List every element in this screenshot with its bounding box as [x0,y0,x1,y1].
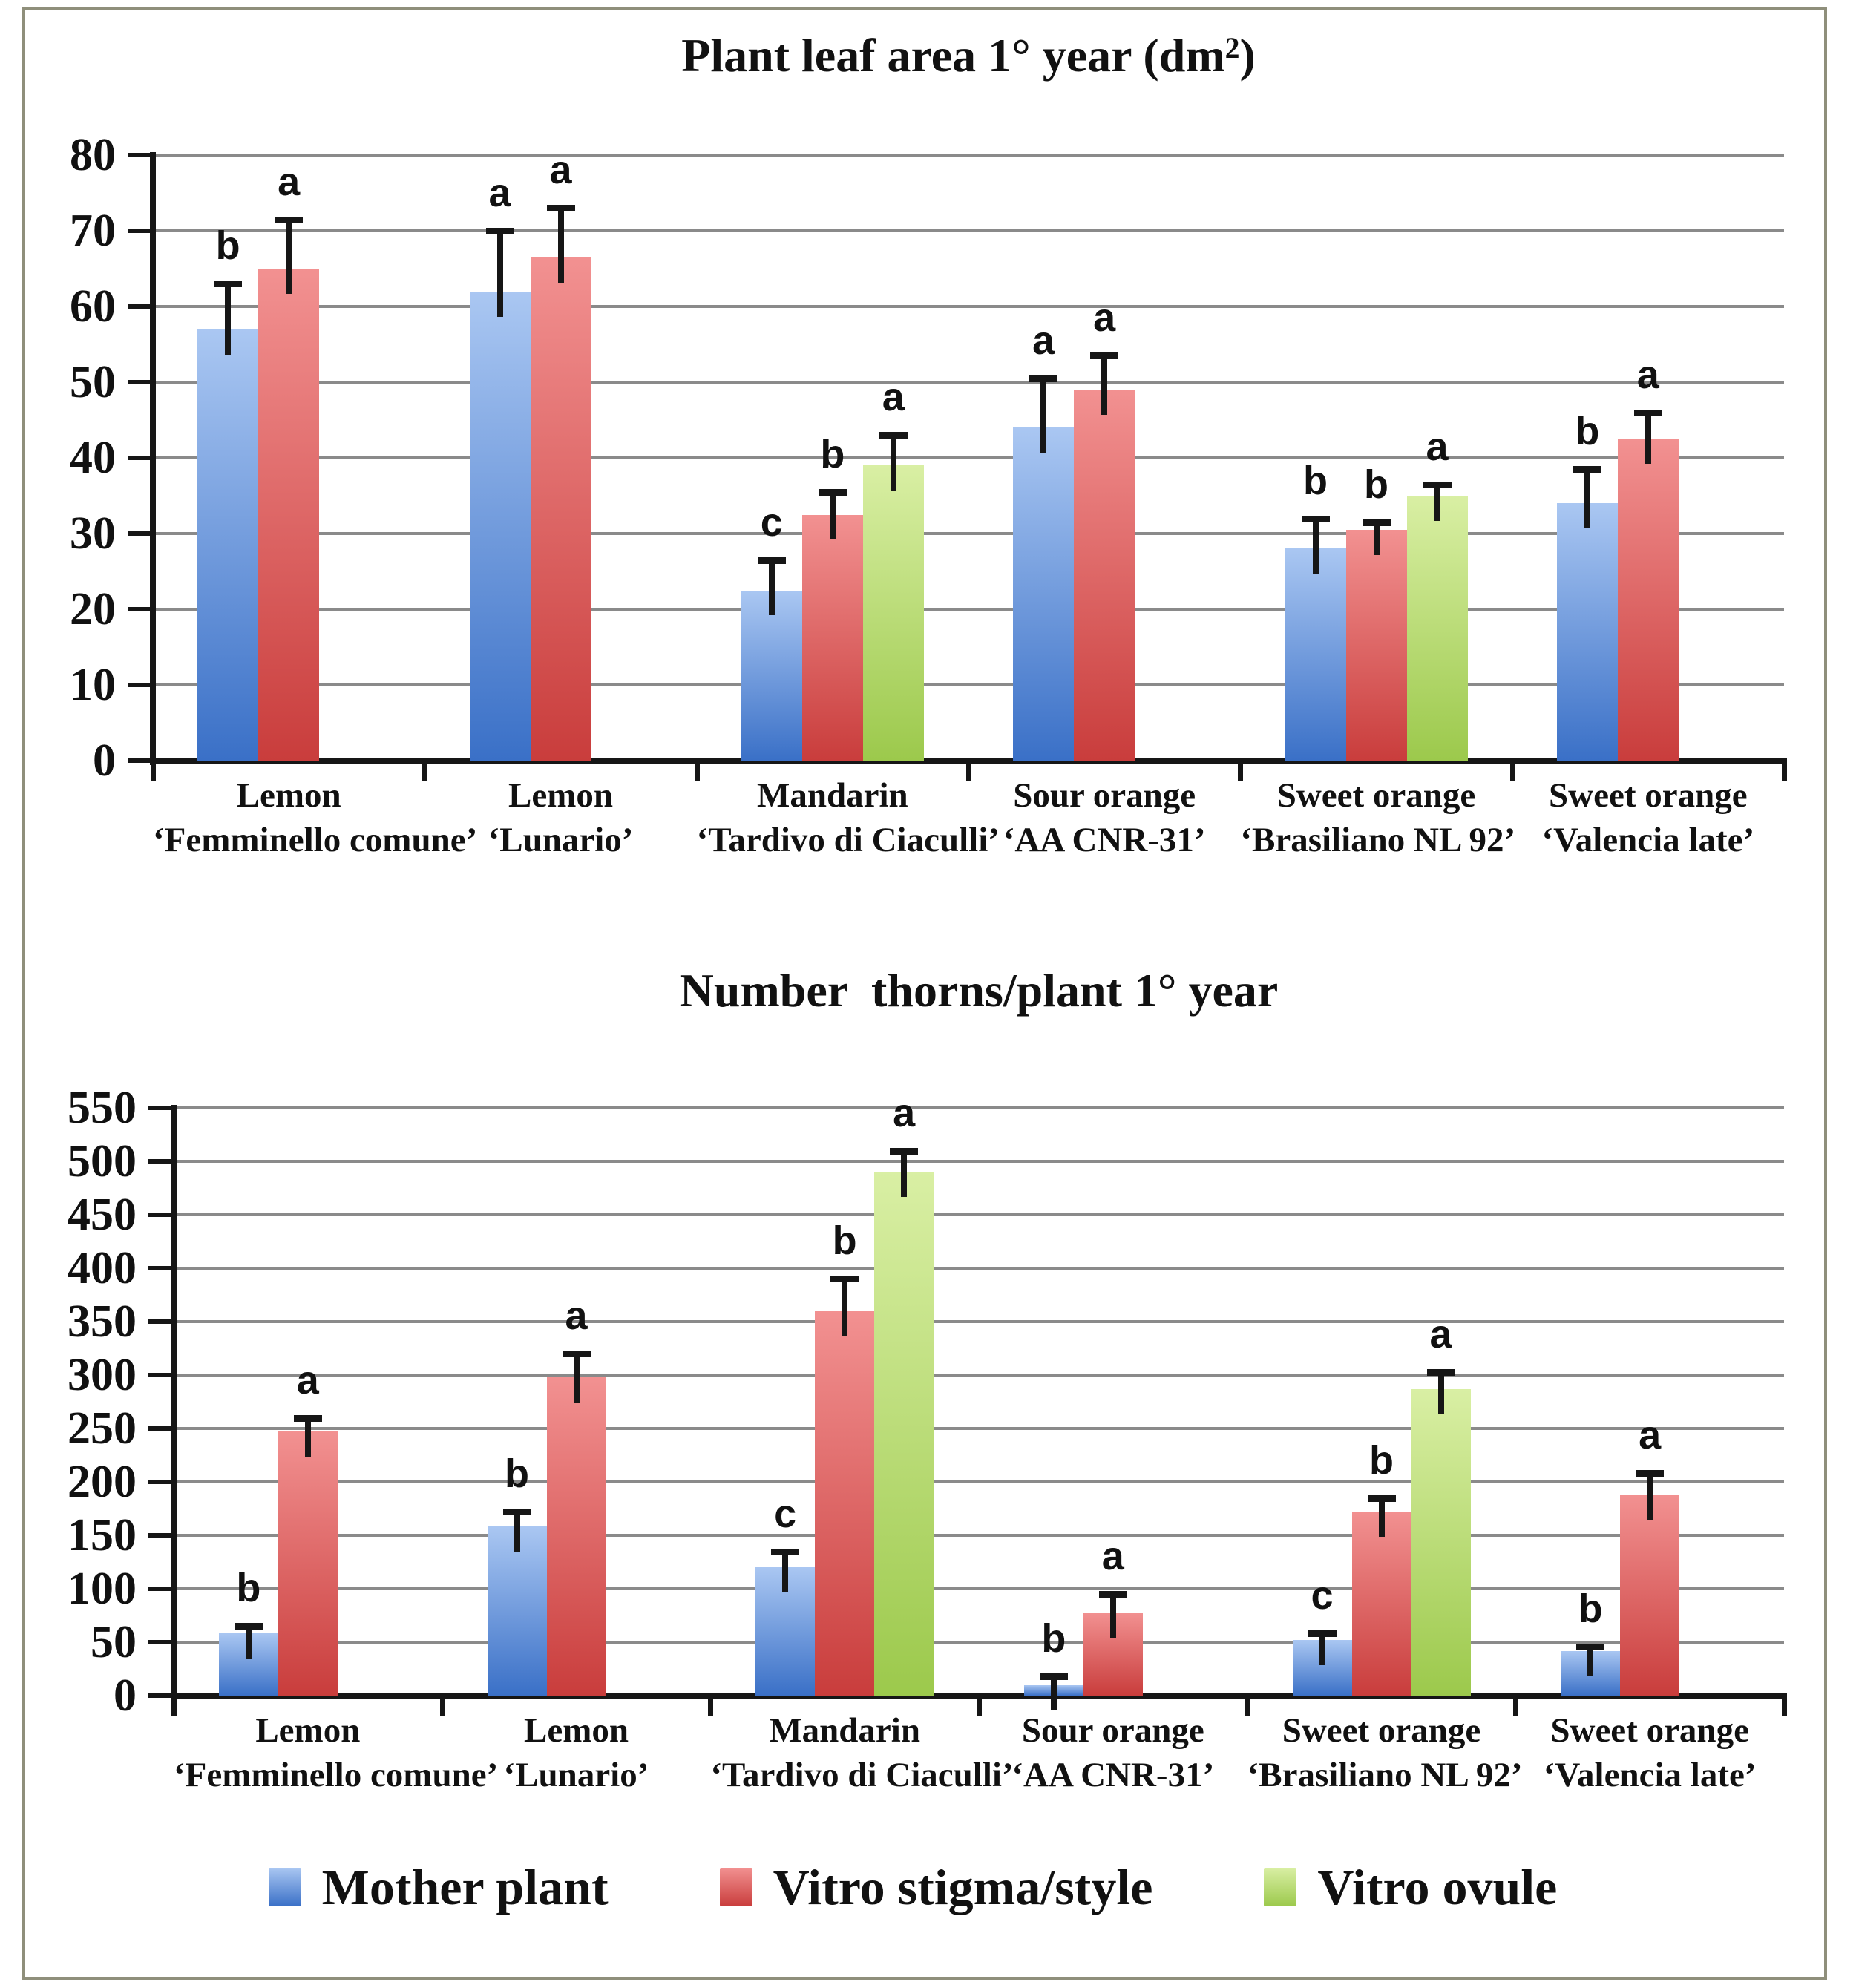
legend-item-vitro_stigma_style [720,1858,1153,1917]
y-axis-tick [148,1266,171,1270]
x-category-label-line: Lemon [255,1711,361,1750]
x-category-label-line: Sweet orange [1549,776,1748,815]
error-bar [842,1279,847,1336]
gridline [174,1160,1784,1163]
x-category-label-line: Sour orange [1021,1711,1204,1750]
error-bar-cap [1576,1644,1604,1650]
y-axis-tick [148,1426,171,1431]
y-tick-label: 400 [68,1243,137,1293]
x-category-label [979,1708,1247,1797]
chart-title-segment: Plant leaf area 1° year (dm [681,29,1225,82]
y-tick-label: 550 [68,1083,137,1133]
error-bar-cap [890,1148,918,1155]
significance-letter: a [1426,424,1449,469]
significance-letter: a [278,159,301,204]
y-axis-tick [148,1213,171,1217]
bar-mother_plant-group1 [488,1526,547,1696]
error-bar [305,1418,311,1457]
significance-letter: a [296,1357,319,1403]
bar-vitro_stigma_style-group5 [1620,1495,1679,1696]
significance-letter: b [832,1218,857,1264]
legend-label: Vitro ovule [1317,1858,1558,1915]
y-tick-label: 70 [70,206,116,256]
y-tick-label: 80 [70,130,116,180]
error-bar-cap [235,1623,263,1630]
y-axis-tick [148,1159,171,1164]
significance-letter: b [236,1566,261,1611]
error-bar-cap [1099,1591,1127,1598]
significance-letter: a [882,375,905,420]
legend-swatch-vitro_ovule [1264,1868,1296,1906]
x-category-label-line: ‘Femminello comune’ [153,821,478,859]
error-bar [1051,1676,1057,1710]
significance-letter: a [565,1293,588,1339]
x-category-label-line: Sour orange [1013,776,1196,815]
significance-letter: b [1303,458,1328,503]
x-category-label [710,1708,1014,1797]
x-category-label-line: ‘Lunario’ [488,821,634,859]
significance-letter: a [1639,1413,1662,1458]
y-tick-label: 300 [68,1350,137,1400]
x-category-label-line: Sweet orange [1282,1711,1481,1750]
error-bar-cap [503,1509,531,1515]
bar-vitro_stigma_style-group4 [1352,1512,1411,1696]
chart-title-segment: Number thorns/plant 1° year [679,964,1279,1017]
x-category-label-line: Lemon [508,776,613,815]
y-tick-label: 20 [70,584,116,634]
gridline [174,1587,1784,1590]
error-bar [1647,1473,1653,1520]
chart-title [174,963,1784,1018]
error-bar [782,1552,788,1593]
significance-letter: a [893,1090,916,1135]
x-category-label-line: ‘Tardivo di Ciaculli’ [696,821,1000,859]
y-tick-label: 40 [70,433,116,483]
chart-title-segment: 2 [1224,32,1240,65]
y-tick-label: 150 [68,1510,137,1561]
y-axis-tick [148,1373,171,1377]
significance-letter: a [549,148,572,193]
x-category-label-line: Lemon [523,1711,629,1750]
gridline [174,1374,1784,1377]
x-category-label-line: ‘AA CNR-31’ [1003,821,1206,859]
error-bar [1587,1647,1593,1676]
significance-letter: b [1575,409,1600,454]
significance-letter: c [1311,1573,1334,1618]
y-tick-label: 60 [70,281,116,332]
significance-letter: b [1369,1437,1394,1483]
significance-letter: b [505,1451,529,1497]
y-axis-tick [148,1106,171,1110]
gridline [174,1320,1784,1323]
y-tick-label: 50 [91,1617,137,1667]
significance-letter: c [760,499,783,545]
bar-vitro_ovule-group4 [1411,1389,1471,1696]
gridline [174,1480,1784,1483]
y-axis-tick [148,1533,171,1538]
y-tick-label: 450 [68,1190,137,1240]
x-category-label-line: ‘AA CNR-31’ [1011,1756,1215,1794]
y-axis-tick [148,1640,171,1644]
error-bar-cap [1308,1630,1337,1637]
legend-swatch-vitro_stigma_style [720,1868,752,1906]
x-category-label [174,1708,499,1797]
bar-vitro_stigma_style-group0 [278,1431,338,1696]
y-tick-label: 0 [114,1670,137,1721]
y-tick-label: 100 [68,1564,137,1614]
y-tick-label: 200 [68,1457,137,1507]
error-bar-cap [830,1276,859,1282]
y-tick-label: 350 [68,1296,137,1347]
bar-vitro_stigma_style-group2 [815,1311,874,1696]
gridline [174,1427,1784,1430]
x-category-label-line: Sweet orange [1550,1711,1749,1750]
error-bar [1379,1498,1385,1538]
significance-letter: a [1032,318,1055,363]
y-axis-tick [148,1587,171,1591]
x-category-label-line: ‘Tardivo di Ciaculli’ [710,1756,1014,1794]
x-category-label-line: Mandarin [756,776,908,815]
x-category-label-line: ‘Lunario’ [503,1756,649,1794]
significance-letter: a [1093,295,1116,341]
gridline [174,1534,1784,1537]
legend [37,1831,1788,1943]
error-bar-cap [294,1415,322,1422]
error-bar [1438,1372,1444,1414]
significance-letter: b [215,223,240,269]
x-category-label-line: Mandarin [769,1711,920,1750]
y-tick-label: 50 [70,357,116,407]
x-category-label [442,1708,711,1797]
y-tick-label: 0 [93,735,116,786]
significance-letter: b [1578,1586,1603,1631]
legend-item-mother_plant [269,1858,609,1917]
x-category-label-line: ‘Valencia late’ [1543,1756,1757,1794]
significance-letter: c [774,1491,797,1536]
x-category-label-line: Lemon [236,776,341,815]
x-category-label-line: ‘Brasiliano NL 92’ [1247,1756,1523,1794]
gridline [174,1267,1784,1270]
y-axis-tick [148,1319,171,1324]
significance-letter: a [1636,352,1659,397]
y-axis-tick [148,1480,171,1484]
gridline [174,1213,1784,1216]
bar-vitro_stigma_style-group1 [547,1377,606,1696]
x-category-label-line: ‘Valencia late’ [1541,821,1755,859]
legend-item-vitro_ovule [1264,1858,1557,1917]
significance-letter: b [1364,462,1388,507]
chart-title-segment: ) [1239,29,1256,82]
error-bar-cap [563,1351,591,1357]
y-tick-label: 500 [68,1136,137,1187]
error-bar-cap [771,1549,799,1555]
bar-vitro_ovule-group2 [874,1172,934,1696]
gridline [174,1641,1784,1644]
error-bar [1110,1594,1116,1637]
legend-label: Mother plant [321,1858,609,1915]
y-axis [171,1105,177,1700]
y-tick-label: 10 [70,660,116,710]
significance-letter: b [1041,1616,1066,1661]
legend-swatch-mother_plant [269,1868,301,1906]
gridline [174,1106,1784,1109]
error-bar [901,1151,907,1198]
error-bar [514,1512,520,1552]
significance-letter: b [820,431,845,476]
error-bar [1319,1633,1325,1665]
x-category-label [1515,1708,1784,1797]
legend-label: Vitro stigma/style [773,1858,1153,1915]
error-bar-cap [1040,1673,1068,1680]
error-bar-cap [1368,1495,1396,1502]
x-category-label [1247,1708,1523,1797]
x-category-label-line: ‘Femminello comune’ [174,1756,499,1794]
y-tick-label: 30 [70,508,116,559]
y-axis-tick [148,1693,171,1698]
error-bar [574,1354,580,1403]
error-bar-cap [1427,1369,1455,1376]
error-bar [246,1626,252,1659]
significance-letter: a [1101,1534,1124,1579]
x-category-label-line: Sweet orange [1276,776,1476,815]
error-bar-cap [1636,1470,1664,1477]
y-tick-label: 250 [68,1403,137,1454]
x-category-label-line: ‘Brasiliano NL 92’ [1240,821,1516,859]
significance-letter: a [1429,1311,1452,1357]
significance-letter: a [488,171,511,215]
